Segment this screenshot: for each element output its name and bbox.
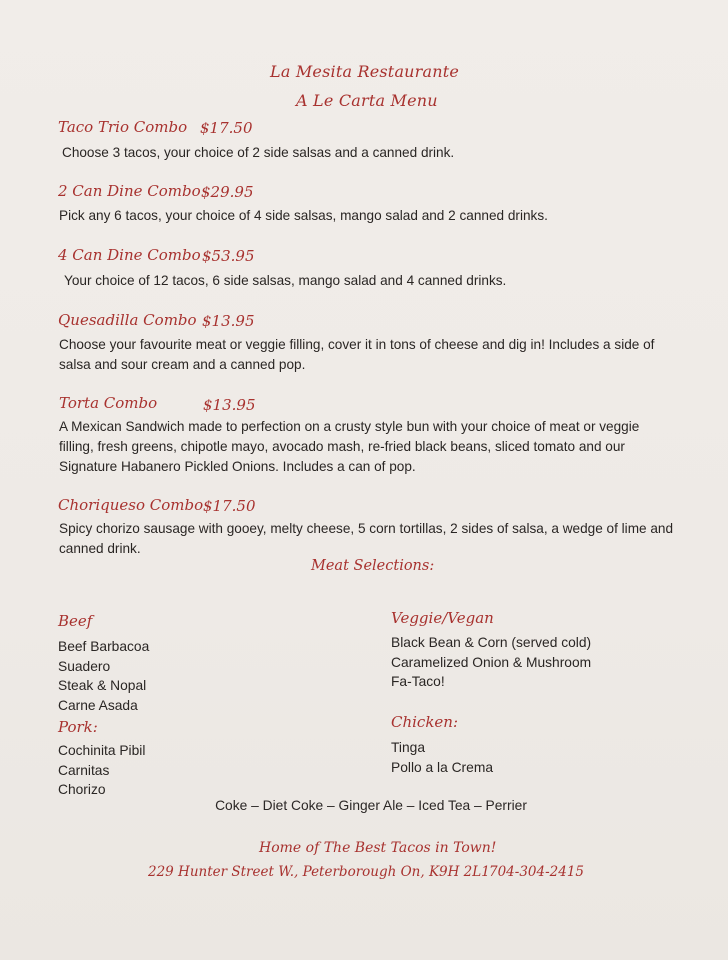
combo-description: Your choice of 12 tacos, 6 side salsas, mango salad and 4 canned drinks. — [64, 273, 507, 288]
combo-name: Quesadilla Combo — [58, 311, 197, 329]
chicken-list — [391, 738, 493, 777]
list-item: Caramelized Onion & Mushroom — [391, 654, 592, 670]
list-item: Cochinita Pibil — [58, 743, 146, 758]
combo-price: $53.95 — [202, 247, 255, 265]
combo-name: Choriqueso Combo — [58, 496, 204, 514]
combo-price: $13.95 — [203, 396, 256, 414]
restaurant-name: La Mesita Restaurante — [270, 62, 460, 81]
list-item: Steak & Nopal — [58, 678, 147, 694]
combo-name: 4 Can Dine Combo — [58, 246, 201, 264]
pork-list — [58, 741, 145, 800]
combo-description: Pick any 6 tacos, your choice of 4 side salsas, mango salad and 2 canned drinks. — [59, 208, 548, 223]
footer-address: 229 Hunter Street W., Peterborough On, K9H 2L1 — [148, 864, 490, 880]
footer-tagline: Home of The Best Tacos in Town! — [259, 840, 497, 856]
list-item: Suadero — [58, 658, 111, 674]
combo-price: $17.50 — [200, 119, 253, 137]
combo-price: $13.95 — [202, 312, 255, 330]
menu-title: A Le Carta Menu — [296, 91, 438, 110]
meat-selections-heading: Meat Selections: — [311, 558, 435, 574]
combo-price: $29.95 — [201, 183, 254, 201]
combo-name: Taco Trio Combo — [58, 118, 188, 136]
list-item: Black Bean & Corn (served cold) — [391, 635, 592, 650]
list-item: Beef Barbacoa — [58, 639, 150, 654]
list-item: Carne Asada — [58, 698, 138, 714]
combo-name: 2 Can Dine Combo — [58, 182, 201, 200]
combo-description: Choose 3 tacos, your choice of 2 side salsas and a canned drink. — [62, 145, 455, 160]
list-item: Tinga — [391, 740, 426, 755]
combo-description: Choose your favourite meat or veggie filling, cover it in tons of cheese and dig in! Includes a side of salsa and sour cream and a canned pop. — [59, 337, 655, 372]
list-item: Fa-Taco! — [391, 674, 445, 690]
list-item: Carnitas — [58, 762, 110, 778]
combo-price: $17.50 — [203, 497, 256, 515]
combo-description: A Mexican Sandwich made to perfection on a crusty style bun with your choice of meat or veggie filling, fresh greens, chipotle mayo, avocado mash, re-fried black beans, sliced tomato and our Signature Habanero Pickled Onions. Includes a can of pop. — [59, 419, 640, 474]
veggie-list — [391, 633, 591, 692]
beef-heading: Beef — [58, 612, 93, 630]
combo-name: Torta Combo — [59, 394, 158, 412]
list-item: Pollo a la Crema — [391, 759, 493, 775]
list-item: Chorizo — [58, 782, 106, 798]
footer-phone: 704-304-2415 — [489, 864, 585, 880]
combo-description: Spicy chorizo sausage with gooey, melty cheese, 5 corn tortillas, 2 sides of salsa, a wedge of lime and canned drink. — [59, 521, 674, 556]
chicken-heading: Chicken: — [391, 713, 459, 731]
pork-heading: Pork: — [58, 718, 98, 736]
drinks-line: Coke – Diet Coke – Ginger Ale – Iced Tea – Perrier — [215, 798, 527, 813]
beef-list — [58, 637, 149, 716]
veggie-heading: Veggie/Vegan — [391, 609, 494, 627]
